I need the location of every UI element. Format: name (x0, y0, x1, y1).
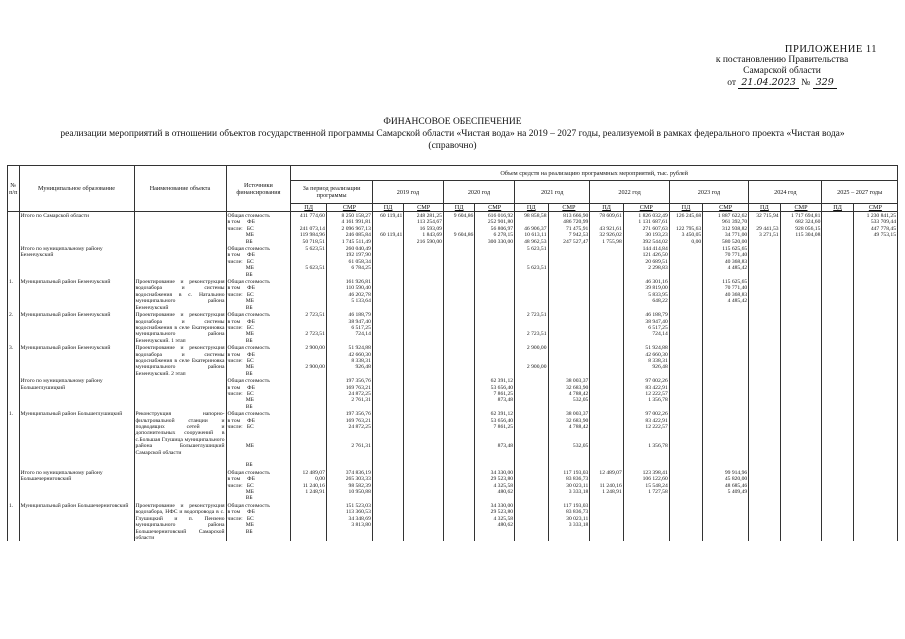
row-value (853, 469, 897, 502)
row-value (822, 245, 853, 278)
row-value: 5 623,51 5 623,51 (515, 245, 548, 278)
row-value: 60 119,41 60 119,41 (372, 212, 403, 246)
row-value (822, 469, 853, 502)
row-value (669, 278, 702, 311)
row-value: 115 625,65 70 771,40 40 368,83 4 485,42 (703, 245, 749, 278)
row-municipality: Муниципальный район Большечерниговский (19, 502, 134, 541)
row-number: 1. (8, 278, 20, 311)
row-value: 144 414,84 121 426,50 20 689,51 2 298,83 (623, 245, 669, 278)
row-value: 38 003,37 32 683,90 4 788,42 532,05 (548, 410, 590, 469)
row-value (515, 502, 548, 541)
row-value (475, 278, 515, 311)
table-row (8, 410, 898, 469)
table-row (8, 212, 898, 246)
row-object: Реконструкция напорно-фильтровальной станции и подводящих сетей и дополнительных сооружений в с.Большая Глушица муниципального района Большеглушицкий Самарской области (134, 410, 226, 469)
row-value: 98 858,58 46 906,37 10 613,11 48 962,53 (515, 212, 548, 246)
row-value (404, 410, 444, 469)
row-value (372, 311, 403, 344)
document-title (0, 116, 905, 152)
row-value (822, 311, 853, 344)
row-sources: Общая стоимость в том ФБ числе: БС МБ ВБ (226, 469, 291, 502)
row-value: 117 193,03 83 836,73 30 023,11 3 333,18 (548, 502, 590, 541)
sub-header: СМР (780, 204, 822, 212)
title-heading: ФИНАНСОВОЕ ОБЕСПЕЧЕНИЕ (383, 117, 522, 127)
row-sources: Общая стоимость в том ФБ числе: БС МБ ВБ (226, 245, 291, 278)
row-number: 3. (8, 344, 20, 377)
period-header: 2025 – 2027 годы (822, 181, 898, 204)
row-value (853, 502, 897, 541)
table-row (8, 377, 898, 410)
sub-header: ПД (515, 204, 548, 212)
row-value: 1 826 032,49 1 131 687,61 271 607,63 30 193,23 392 544,02 (623, 212, 669, 246)
row-object (134, 469, 226, 502)
row-value (404, 377, 444, 410)
row-value (291, 278, 327, 311)
row-value (372, 377, 403, 410)
row-value: 1 230 841,25 533 709,44 447 778,45 49 753,15 (853, 212, 897, 246)
row-value: 32 715,94 29 441,53 3 271,51 (749, 212, 780, 246)
row-value: 411 774,60 241 073,14 119 984,96 50 718,51 (291, 212, 327, 246)
row-value (372, 469, 403, 502)
sub-header: ПД (822, 204, 853, 212)
date-prefix: от (727, 78, 737, 88)
row-value (780, 502, 822, 541)
row-value: 248 281,25 113 254,67 16 593,09 1 843,69 216 590,00 (404, 212, 444, 246)
row-value (515, 410, 548, 469)
row-value: 46 301,16 39 819,00 5 833,95 648,22 (623, 278, 669, 311)
table-row (8, 311, 898, 344)
row-value (590, 278, 623, 311)
row-number (8, 212, 20, 246)
row-value: 34 330,00 29 523,80 4 325,58 480,62 (475, 469, 515, 502)
row-number (8, 245, 20, 278)
row-municipality: Муниципальный район Безенчукский (19, 278, 134, 311)
appendix-block (687, 44, 877, 89)
row-value (822, 502, 853, 541)
row-value (372, 278, 403, 311)
row-value (853, 278, 897, 311)
date-value: 21.04.2023 (738, 77, 798, 89)
row-object (134, 377, 226, 410)
row-value (404, 278, 444, 311)
row-value (372, 344, 403, 377)
sub-header: СМР (548, 204, 590, 212)
appendix-date-line (687, 77, 877, 89)
sub-header: СМР (475, 204, 515, 212)
row-value: 99 914,96 45 820,00 48 685,46 5 409,49 (703, 469, 749, 502)
period-header: 2022 год (590, 181, 669, 204)
row-sources: Общая стоимость в том ФБ числе: БС МБ ВБ (226, 377, 291, 410)
sub-header: ПД (669, 204, 702, 212)
row-value (822, 344, 853, 377)
row-value (475, 245, 515, 278)
row-sources: Общая стоимость в том ФБ числе: БС МБ ВБ (226, 212, 291, 246)
row-value: 117 193,03 83 836,73 30 023,11 3 333,18 (548, 469, 590, 502)
row-number (8, 469, 20, 502)
row-value: 126 245,68 122 795,63 3 450,05 0,00 (669, 212, 702, 246)
row-value (548, 311, 590, 344)
row-number: 1. (8, 502, 20, 541)
row-value: 197 356,76 169 763,21 24 872,25 2 761,31 (326, 377, 372, 410)
sub-header: СМР (404, 204, 444, 212)
row-sources: Общая стоимость в том ФБ числе: БС МБ ВБ (226, 502, 291, 541)
row-value (404, 502, 444, 541)
row-value (443, 377, 474, 410)
row-value (443, 278, 474, 311)
col-municipality: Муниципальное образование (19, 166, 134, 212)
title-line-2: реализации мероприятий в отношении объектов государственной программы Самарской области «Чистая вода» на 2019 – 2027 годы, реализуемой в рамках федерального проекта «Чистая вода» (60, 129, 845, 139)
number-prefix: № (801, 78, 811, 88)
row-number: 2. (8, 311, 20, 344)
row-value: 616 016,92 252 901,80 56 806,97 6 278,15 300 330,00 (475, 212, 515, 246)
row-object: Проектирование и реконструкция водозабора и системы водоснабжения в с. Натальино муниципального района Безенчукский (135, 279, 225, 311)
row-value: 51 924,88 42 660,30 8 338,31 926,48 (623, 344, 669, 377)
row-value: 12 489,07 11 240,16 1 248,91 (590, 469, 623, 502)
row-value (703, 410, 749, 469)
financing-table (7, 165, 898, 541)
row-value: 34 330,00 29 523,80 4 325,58 480,62 (475, 502, 515, 541)
row-value (443, 410, 474, 469)
sub-header: СМР (623, 204, 669, 212)
row-value (590, 245, 623, 278)
row-value: 46 188,79 38 947,40 6 517,25 724,14 (623, 311, 669, 344)
row-value: 62 391,12 53 656,40 7 861,25 873,48 (475, 410, 515, 469)
table-row (8, 502, 898, 541)
col-num: № п/п (8, 166, 20, 212)
row-value (669, 311, 702, 344)
row-value (853, 311, 897, 344)
row-municipality: Итого по муниципальному району Большечерниговский (19, 469, 134, 502)
row-value: 2 900,00 2 900,00 (515, 344, 548, 377)
title-line-3: (справочно) (428, 141, 477, 151)
row-number (8, 377, 20, 410)
row-value (822, 278, 853, 311)
table-row (8, 278, 898, 311)
row-value: 46 188,79 38 947,40 6 517,25 724,14 (326, 311, 372, 344)
row-sources: Общая стоимость в том ФБ числе: БС МБ ВБ (226, 278, 291, 311)
row-value (291, 410, 327, 469)
sub-header: СМР (853, 204, 897, 212)
row-value (372, 410, 403, 469)
row-value (623, 502, 669, 541)
row-value: 813 666,90 486 720,99 71 475,91 7 942,53 247 527,47 (548, 212, 590, 246)
row-value (404, 469, 444, 502)
row-value (749, 344, 780, 377)
period-header: 2024 год (749, 181, 822, 204)
row-value (669, 410, 702, 469)
row-value (515, 377, 548, 410)
period-header: 2020 год (443, 181, 514, 204)
row-value (548, 344, 590, 377)
row-value: 260 040,49 192 197,90 61 058,34 6 784,25 (326, 245, 372, 278)
row-value (822, 377, 853, 410)
sub-header: ПД (291, 204, 327, 212)
row-value: 374 836,19 265 303,33 98 582,39 10 950,88 (326, 469, 372, 502)
row-value (780, 469, 822, 502)
row-value (749, 311, 780, 344)
sub-header: ПД (590, 204, 623, 212)
row-value (590, 502, 623, 541)
row-value: 62 391,12 53 656,40 7 861,25 873,48 (475, 377, 515, 410)
row-value: 2 723,51 2 723,51 (291, 311, 327, 344)
row-object (134, 245, 226, 278)
row-value: 12 489,07 0,00 11 240,16 1 248,91 (291, 469, 327, 502)
row-object: Проектирование и реконструкция водозабора, НФС и водопровода в с. Глушицкий и п. Пензено муниципального района Большечерниговский Самарской области (135, 502, 225, 541)
row-value: 97 002,26 83 422,91 12 222,57 1 356,78 (623, 410, 669, 469)
row-municipality: Муниципальный район Безенчукский (19, 344, 134, 377)
row-municipality: Итого по Самарской области (19, 212, 134, 246)
row-value: 2 900,00 2 900,00 (291, 344, 327, 377)
row-value (780, 377, 822, 410)
row-value: 197 356,76 169 763,21 24 872,25 2 761,31 (326, 410, 372, 469)
row-value (749, 278, 780, 311)
row-value (822, 212, 853, 246)
row-value: 1 717 694,81 682 324,60 928 056,15 115 304,08 (780, 212, 822, 246)
row-value: 78 609,61 43 921,61 32 926,02 1 755,98 (590, 212, 623, 246)
table-row (8, 344, 898, 377)
row-value: 9 604,86 9 604,86 (443, 212, 474, 246)
row-sources: Общая стоимость в том ФБ числе: БС МБ ВБ (226, 344, 291, 377)
row-value (780, 410, 822, 469)
col-volume: Объем средств на реализацию программных мероприятий, тыс. рублей (291, 166, 898, 181)
row-value (669, 502, 702, 541)
row-object: Проектирование и реконструкция водозабора и системы водоснабжения в селе Екатериновка муниципального района Безенчукский. 1 этап (135, 312, 225, 344)
row-value (749, 469, 780, 502)
row-value (404, 245, 444, 278)
row-object (134, 212, 226, 246)
period-header: За период реализации программы (291, 181, 373, 204)
row-value (669, 469, 702, 502)
row-value (749, 245, 780, 278)
row-number: 1. (8, 410, 20, 469)
row-value (475, 344, 515, 377)
row-value (590, 377, 623, 410)
row-municipality: Муниципальный район Безенчукский (19, 311, 134, 344)
sub-header: ПД (443, 204, 474, 212)
row-value (780, 311, 822, 344)
row-value (590, 311, 623, 344)
row-value (780, 245, 822, 278)
row-value (404, 344, 444, 377)
row-value: 161 926,81 110 590,40 46 202,78 5 133,64 (326, 278, 372, 311)
row-value (669, 245, 702, 278)
row-value: 97 002,26 83 422,91 12 222,57 1 356,78 (623, 377, 669, 410)
row-value (780, 344, 822, 377)
appendix-line-2: Самарской области (743, 66, 821, 76)
row-value (749, 410, 780, 469)
appendix-line-1: к постановлению Правительства (715, 55, 849, 65)
row-value (515, 278, 548, 311)
row-value (669, 377, 702, 410)
period-header: 2021 год (515, 181, 590, 204)
period-header: 2023 год (669, 181, 748, 204)
row-value (590, 410, 623, 469)
row-value (548, 245, 590, 278)
row-value (749, 377, 780, 410)
row-value: 115 625,65 70 771,40 40 368,83 4 485,42 (703, 278, 749, 311)
table-row (8, 469, 898, 502)
row-value (780, 278, 822, 311)
row-sources: Общая стоимость в том ФБ числе: БС МБ ВБ (226, 311, 291, 344)
table-row (8, 245, 898, 278)
col-object: Наименование объекта (134, 166, 226, 212)
appendix-number: ПРИЛОЖЕНИЕ 11 (784, 44, 877, 55)
row-value: 2 723,51 2 723,51 (515, 311, 548, 344)
row-value (749, 502, 780, 541)
row-value: 38 003,37 32 683,90 4 788,42 532,05 (548, 377, 590, 410)
row-value: 123 398,41 106 122,60 15 548,24 1 727,58 (623, 469, 669, 502)
col-sources: Источники финансирования (226, 166, 291, 212)
row-value: 1 887 622,62 961 392,70 312 938,82 34 771,00 580 520,00 (703, 212, 749, 246)
row-value (372, 502, 403, 541)
sub-header: ПД (749, 204, 780, 212)
row-value: 5 623,51 5 623,51 (291, 245, 327, 278)
row-value (443, 344, 474, 377)
row-value (590, 344, 623, 377)
row-municipality: Итого по муниципальному району Безенчукский (19, 245, 134, 278)
row-value (853, 245, 897, 278)
row-value (475, 311, 515, 344)
row-municipality: Муниципальный район Большеглушицкий (19, 410, 134, 469)
row-value: 8 250 158,27 4 161 991,81 2 096 967,13 246 085,84 1 745 511,49 (326, 212, 372, 246)
row-value (703, 377, 749, 410)
row-value (853, 410, 897, 469)
sub-header: ПД (372, 204, 403, 212)
row-value: 151 523,03 113 360,53 34 348,69 3 813,80 (326, 502, 372, 541)
row-value (515, 469, 548, 502)
row-value (703, 344, 749, 377)
row-object: Проектирование и реконструкция водозабора и системы водоснабжения в селе Екатериновка муниципального района Безенчукский. 2 этап (135, 345, 225, 377)
row-value (822, 410, 853, 469)
row-value (443, 502, 474, 541)
row-sources: Общая стоимость в том ФБ числе: БС МБ ВБ (226, 410, 291, 469)
row-value (548, 278, 590, 311)
row-value (703, 311, 749, 344)
row-value (853, 377, 897, 410)
row-value (669, 344, 702, 377)
row-value (372, 245, 403, 278)
row-value (443, 245, 474, 278)
period-header: 2019 год (372, 181, 443, 204)
sub-header: СМР (326, 204, 372, 212)
row-value (404, 311, 444, 344)
row-value (853, 344, 897, 377)
sub-header: СМР (703, 204, 749, 212)
row-municipality: Итого по муниципальному району Большеглушицкий (19, 377, 134, 410)
row-value (443, 469, 474, 502)
row-value: 51 924,88 42 660,30 8 338,31 926,48 (326, 344, 372, 377)
row-value (703, 502, 749, 541)
row-value (291, 377, 327, 410)
row-value (291, 502, 327, 541)
number-value: 329 (813, 77, 837, 89)
row-value (443, 311, 474, 344)
